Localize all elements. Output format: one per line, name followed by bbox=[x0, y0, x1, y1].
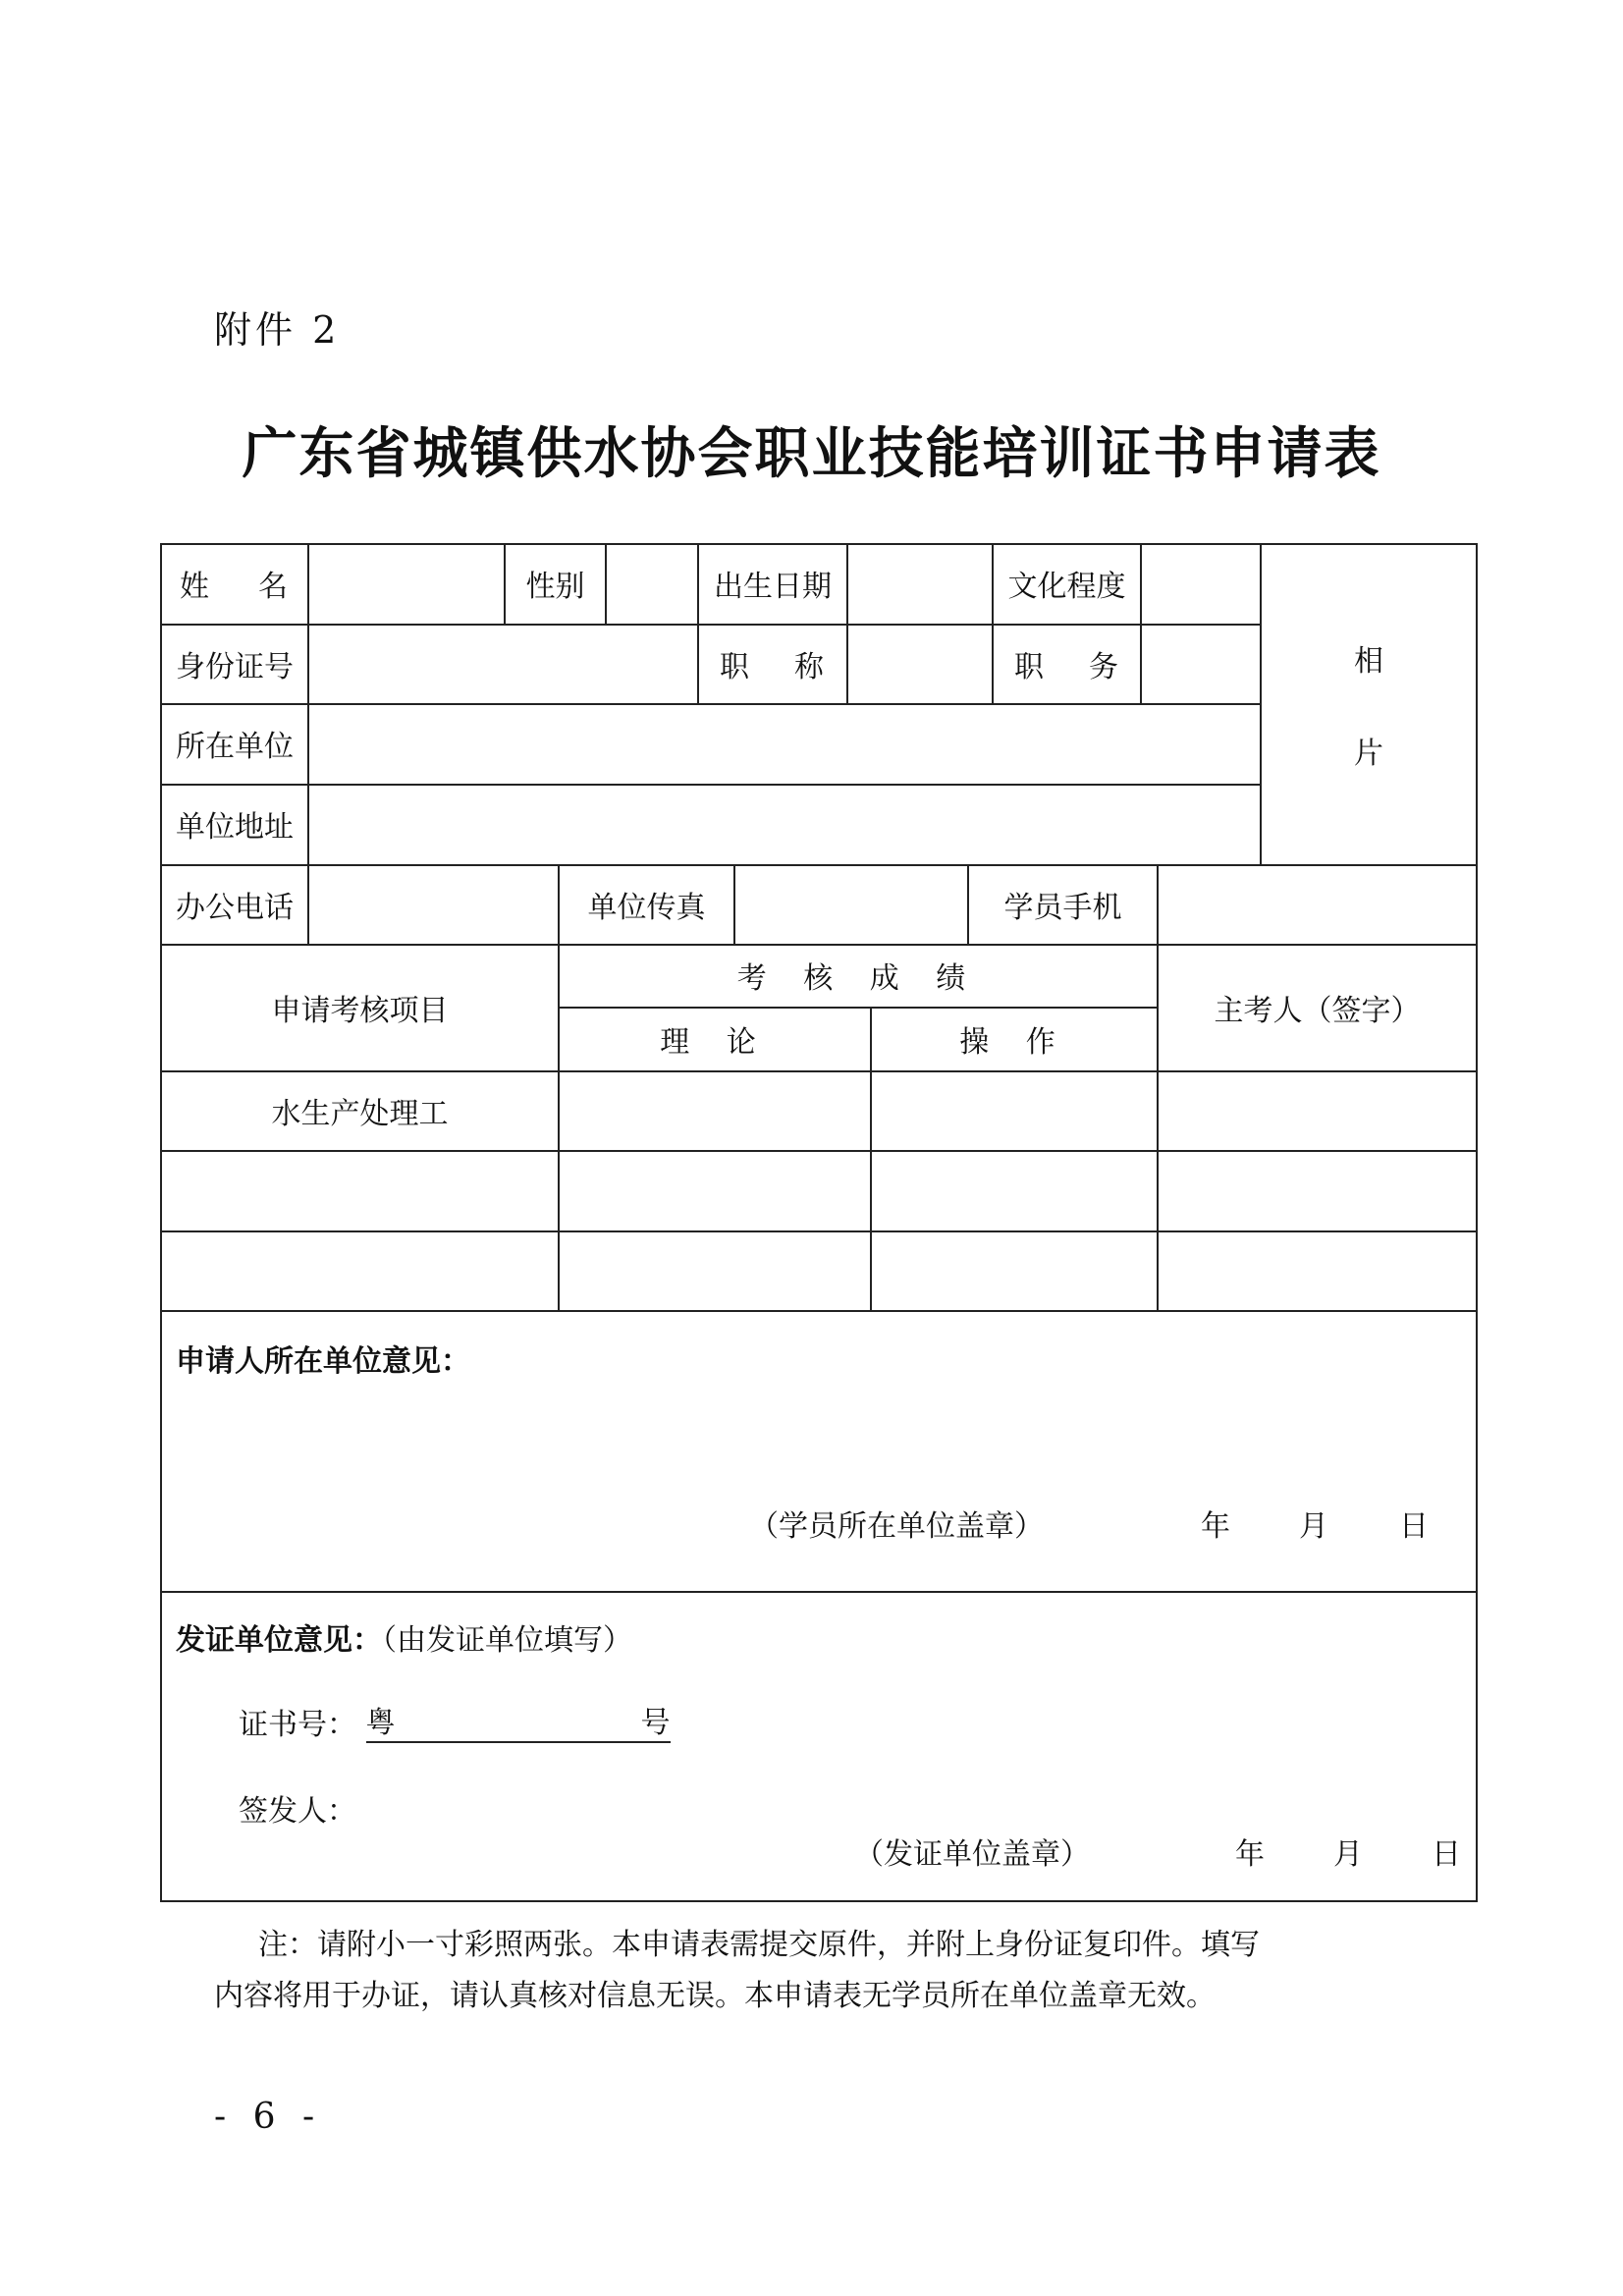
name-label: 姓 名 bbox=[180, 570, 288, 604]
project-cell: 水生产处理工 bbox=[271, 1096, 449, 1131]
unit-opinion-label: 申请人所在单位意见： bbox=[176, 1344, 470, 1379]
issuer-date-year: 年 bbox=[1235, 1837, 1265, 1872]
birth-date-field[interactable] bbox=[848, 543, 992, 624]
theory-score-field[interactable] bbox=[560, 1070, 870, 1150]
examiner-signature-field[interactable] bbox=[1159, 1230, 1476, 1310]
unit-label: 所在单位 bbox=[176, 730, 294, 764]
certificate-number-field[interactable] bbox=[366, 1706, 671, 1743]
job-title-label: 职 称 bbox=[720, 649, 824, 684]
unit-seal-label: （学员所在单位盖章） bbox=[749, 1509, 1044, 1544]
unit-fax-field[interactable] bbox=[735, 864, 967, 944]
project-cell[interactable] bbox=[162, 1150, 558, 1230]
issuer-seal-label: （发证单位盖章） bbox=[854, 1837, 1090, 1872]
examiner-signature-field[interactable] bbox=[1159, 1070, 1476, 1150]
gender-field[interactable] bbox=[607, 543, 697, 624]
office-phone-label: 办公电话 bbox=[176, 890, 294, 925]
theory-score-field[interactable] bbox=[560, 1150, 870, 1230]
education-field[interactable] bbox=[1142, 543, 1260, 624]
issuer-date-month: 月 bbox=[1333, 1837, 1363, 1872]
certificate-number-prefix: 粤 bbox=[365, 1706, 396, 1740]
practice-score-field[interactable] bbox=[872, 1150, 1157, 1230]
trainee-mobile-field[interactable] bbox=[1159, 864, 1476, 944]
certificate-number-line bbox=[239, 1700, 671, 1743]
grid-line bbox=[1476, 543, 1478, 1902]
project-cell[interactable] bbox=[162, 1230, 558, 1310]
gender-label: 性别 bbox=[525, 570, 585, 604]
exam-project-label: 申请考核项目 bbox=[271, 993, 449, 1028]
education-label: 文化程度 bbox=[1007, 570, 1126, 604]
unit-field[interactable] bbox=[309, 703, 1260, 784]
footnote bbox=[214, 1920, 1432, 2022]
trainee-mobile-label: 学员手机 bbox=[1003, 890, 1122, 925]
position-field[interactable] bbox=[1142, 624, 1260, 703]
id-number-field[interactable] bbox=[309, 624, 697, 703]
practice-label: 操 作 bbox=[959, 1024, 1069, 1060]
grid-line bbox=[160, 1591, 1478, 1593]
exam-score-label: 考 核 成 绩 bbox=[736, 961, 980, 996]
photo-box[interactable] bbox=[1262, 543, 1476, 864]
grid-line bbox=[160, 1310, 1478, 1312]
unit-date-year: 年 bbox=[1201, 1509, 1230, 1544]
unit-date-day: 日 bbox=[1399, 1509, 1429, 1544]
form-title: 广东省城镇供水协会职业技能培训证书申请表 bbox=[242, 422, 1381, 486]
unit-address-field[interactable] bbox=[309, 784, 1260, 864]
theory-score-field[interactable] bbox=[560, 1230, 870, 1310]
footnote-line: 内容将用于办证，请认真核对信息无误。本申请表无学员所在单位盖章无效。 bbox=[214, 1979, 1216, 2013]
certificate-number-suffix: 号 bbox=[640, 1706, 671, 1740]
issuer-opinion-line bbox=[176, 1615, 632, 1659]
photo-label: 片 bbox=[1354, 736, 1383, 771]
id-number-label: 身份证号 bbox=[176, 649, 294, 684]
application-form bbox=[160, 543, 1478, 1902]
examiner-signature-field[interactable] bbox=[1159, 1150, 1476, 1230]
signer-label: 签发人： bbox=[239, 1794, 356, 1829]
job-title-field[interactable] bbox=[848, 624, 992, 703]
practice-score-field[interactable] bbox=[872, 1230, 1157, 1310]
position-label: 职 务 bbox=[1014, 649, 1118, 684]
photo-label: 相 bbox=[1354, 643, 1383, 679]
footnote-line: 注：请附小一寸彩照两张。本申请表需提交原件，并附上身份证复印件。填写 bbox=[258, 1928, 1260, 1962]
issuer-opinion-note: （由发证单位填写） bbox=[382, 1623, 632, 1658]
birth-date-label: 出生日期 bbox=[714, 570, 832, 604]
unit-fax-label: 单位传真 bbox=[587, 890, 706, 925]
name-field[interactable] bbox=[309, 543, 504, 624]
certificate-number-label: 证书号： bbox=[239, 1708, 356, 1742]
practice-score-field[interactable] bbox=[872, 1070, 1157, 1150]
theory-label: 理 论 bbox=[660, 1024, 770, 1060]
issuer-opinion-label: 发证单位意见： bbox=[176, 1623, 382, 1658]
issuer-date-day: 日 bbox=[1432, 1837, 1461, 1872]
attachment-label: 附件 2 bbox=[214, 308, 341, 352]
office-phone-field[interactable] bbox=[309, 864, 558, 944]
examiner-signature-label: 主考人（签字） bbox=[1214, 993, 1421, 1028]
grid-line bbox=[160, 1900, 1478, 1902]
unit-date-month: 月 bbox=[1299, 1509, 1328, 1544]
page-number: - 6 - bbox=[214, 2097, 323, 2137]
unit-address-label: 单位地址 bbox=[176, 810, 294, 845]
